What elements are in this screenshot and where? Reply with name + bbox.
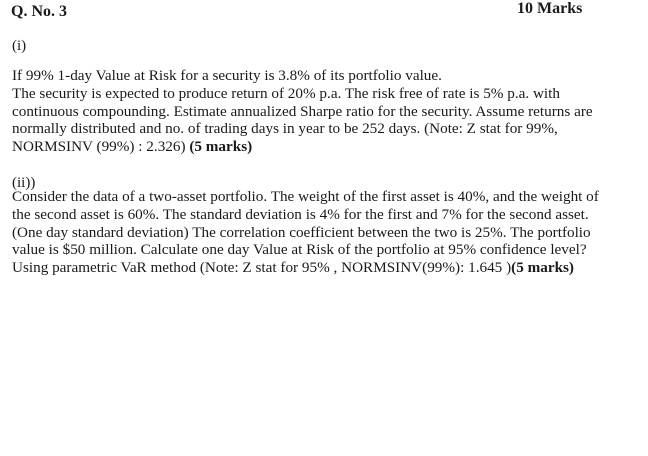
- question-number: Q. No. 3: [11, 3, 67, 20]
- total-marks: 10 Marks: [517, 0, 583, 17]
- part-1-text: [12, 67, 593, 156]
- part-1-last-line-text: NORMSINV (99%) : 2.326): [12, 138, 186, 156]
- part-2-line: (One day standard deviation) The correlation coefficient between the two is 25%. The portfolio: [12, 223, 591, 241]
- part-2-label: (ii)): [12, 175, 36, 191]
- part-2-text: [12, 188, 599, 277]
- part-1-line: continuous compounding. Estimate annualized Sharpe ratio for the security. Assume returns are: [12, 102, 593, 120]
- part-1-label: (i): [12, 38, 27, 54]
- part-1-line: The security is expected to produce return of 20% p.a. The risk free of rate is 5% p.a. with: [12, 84, 560, 102]
- part-1-last-line: [12, 138, 593, 156]
- part-2-line: value is $50 million. Calculate one day Value at Risk of the portfolio at 95% confidence level?: [12, 241, 587, 259]
- part-2-marks: (5 marks): [511, 259, 574, 277]
- part-1-marks: (5 marks): [189, 138, 253, 156]
- part-2-line: the second asset is 60%. The standard deviation is 4% for the first and 7% for the second asset.: [12, 205, 589, 223]
- part-1-line: If 99% 1-day Value at Risk for a security is 3.8% of its portfolio value.: [12, 67, 442, 84]
- part-2-last-line-text: Using parametric VaR method (Note: Z stat for 95% , NORMSINV(99%): 1.645 ): [12, 259, 512, 277]
- part-2-line: Consider the data of a two-asset portfolio. The weight of the first asset is 40%, and the weight of: [12, 188, 599, 205]
- part-2-last-line: [12, 259, 599, 277]
- part-1-line: normally distributed and no. of trading days in year to be 252 days. (Note: Z stat for 99%,: [12, 120, 558, 138]
